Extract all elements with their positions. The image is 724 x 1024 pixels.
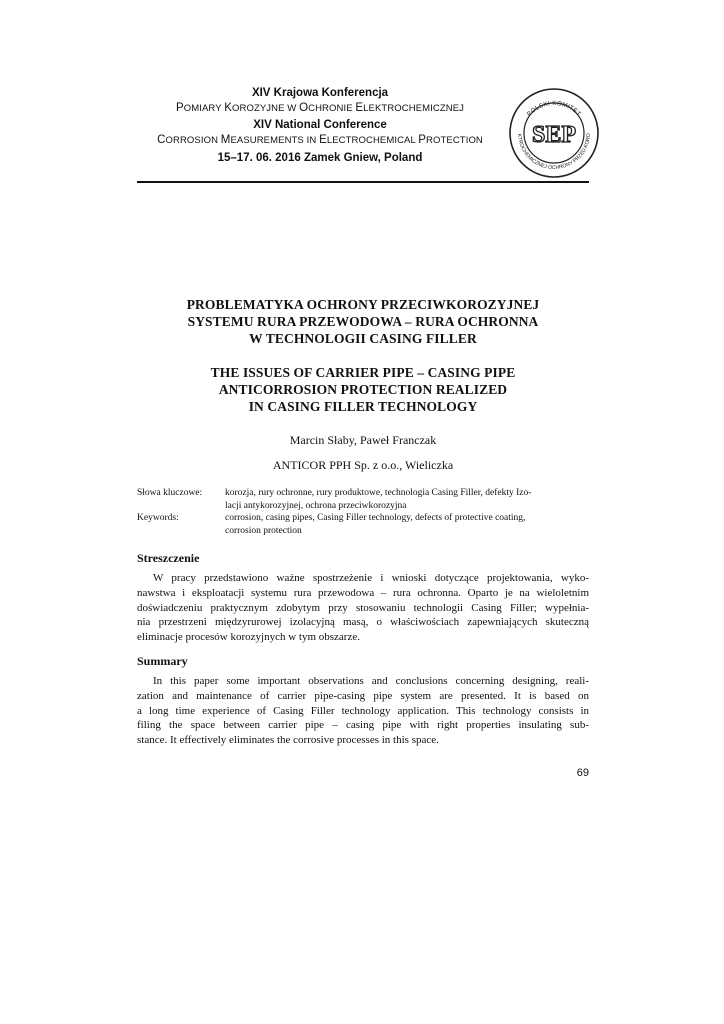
affiliation: ANTICOR PPH Sp. z o.o., Wieliczka [272,458,454,472]
keywords-line: corrosion protection [225,525,302,536]
keywords-polish-label: Słowa kluczowe: [137,488,203,498]
title-english [137,364,589,415]
abstract-polish-heading: Streszczenie [137,551,200,565]
logo-ring-text-bottom: KTROCHEMICZNEJ OCHRONY PRZED KORO [515,133,593,172]
abstract-polish [137,551,589,645]
paragraph-line: nia przestrzeni międzyrurowej izolacyjną masą, o właściwościach zapewniających skuteczną [137,616,589,629]
abstract-english-paragraph [137,674,589,748]
title-english-line: ANTICORROSION PROTECTION REALIZED [218,382,508,397]
header-line-4: CORROSION MEASUREMENTS IN ELECTROCHEMICAL PROTECTION [157,134,483,146]
paragraph-line: eliminacje procesów korozyjnych w tym obszarze. [137,631,360,644]
sep-logo [508,87,600,179]
keywords-english-text [225,512,589,537]
title-polish-line: W TECHNOLOGII CASING FILLER [249,331,477,346]
keywords-polish-text [225,487,589,512]
header-line-2: POMIARY KOROZYJNE W OCHRONIE ELEKTROCHEMICZNEJ [175,102,465,114]
keywords-line: korozja, rury ochronne, rury produktowe, technologia Casing Filler, defekty Izo- [225,488,532,498]
title-polish-line: PROBLEMATYKA OCHRONY PRZECIWKOROZYJNEJ [186,297,540,312]
keywords-line: corrosion, casing pipes, Casing Filler technology, defects of protective coating, [225,513,526,523]
title-english-line: IN CASING FILLER TECHNOLOGY [248,399,478,414]
paragraph-line: nawstwa i eksploatacji systemu rura przewodowa – rura ochronna. Oparto je na wieloletnim [137,586,589,599]
title-polish-line: SYSTEMU RURA PRZEWODOWA – RURA OCHRONNA [187,314,539,329]
conference-header [140,86,500,166]
paragraph-line: zation and maintenance of carrier pipe-casing pipe system are presented. It is based on [137,689,589,702]
paragraph-line: In this paper some important observations and conclusions concerning designing, reali- [153,675,589,687]
page-number: 69 [576,767,589,779]
paragraph-line: stance. It effectively eliminates the corrosive processes in this space. [137,734,439,747]
paragraph-line: W pracy przedstawiono ważne spostrzeżenie i wnioski dotyczące projektowania, wyko- [153,572,589,584]
abstract-english [137,654,589,748]
logo-ring-text-top: POLSKI KOMITET [525,99,583,118]
title-english-line: THE ISSUES OF CARRIER PIPE – CASING PIPE [210,365,516,380]
paragraph-line: filing the space between carrier pipe – casing pipe with right properties insulating sub- [137,719,589,732]
paragraph-line: a long time experience of Casing Filler technology application. This technology consists in [137,704,589,717]
keywords-english-label: Keywords: [137,513,179,523]
paragraph-line: doświadczeniu praktycznym zdobytym przy stosowaniu technologii Casing Filler; wypełnia- [137,601,589,614]
keywords-line: lacji antykorozyjnej, ochrona przeciwkorozyjna [225,500,407,511]
authors: Marcin Słaby, Paweł Franczak [289,433,437,447]
header-divider [137,181,589,183]
logo-monogram: SEP [531,122,577,148]
conference-date: 15–17. 06. 2016 Zamek Gniew, Poland [217,152,423,164]
abstract-polish-paragraph [137,571,589,645]
abstract-english-heading: Summary [137,654,188,668]
title-polish [137,296,589,347]
header-line-3: XIV National Conference [253,119,387,131]
header-line-1: XIV Krajowa Konferencja [251,87,389,99]
